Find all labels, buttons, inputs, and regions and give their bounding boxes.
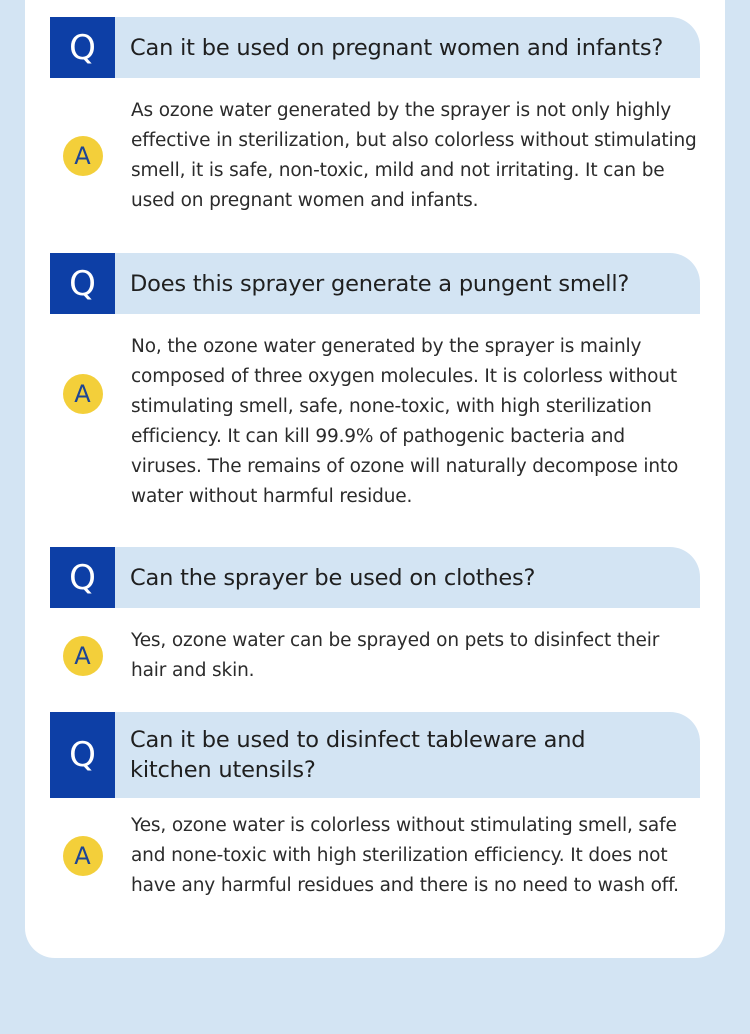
answer-row — [50, 626, 700, 686]
answer-row — [50, 96, 700, 216]
a-badge-wrapper — [50, 136, 115, 176]
faq-item — [50, 547, 700, 686]
question-text: Can it be used to disinfect tableware and kitchen utensils? — [115, 712, 700, 798]
q-badge-icon: Q — [50, 712, 115, 798]
answer-row — [50, 332, 700, 512]
faq-item — [50, 712, 700, 901]
a-badge-icon: A — [63, 374, 103, 414]
a-badge-icon: A — [63, 836, 103, 876]
question-text: Does this sprayer generate a pungent smell? — [115, 253, 700, 314]
answer-row — [50, 811, 700, 901]
question-row — [50, 547, 700, 608]
a-badge-wrapper — [50, 636, 115, 676]
question-text: Can the sprayer be used on clothes? — [115, 547, 700, 608]
answer-text: Yes, ozone water can be sprayed on pets to disinfect their hair and skin. — [131, 630, 660, 681]
faq-item — [50, 253, 700, 512]
question-row — [50, 17, 700, 78]
q-badge-icon: Q — [50, 17, 115, 78]
a-badge-wrapper — [50, 836, 115, 876]
question-row — [50, 712, 700, 798]
answer-text: No, the ozone water generated by the sprayer is mainly composed of three oxygen molecules. It is colorless without stimulating smell, safe, none-toxic, with high sterilization efficiency. It can kill 99.9% of pathogenic bacteria and viruses. The remains of ozone will naturally decompose into water without harmful residue. — [131, 336, 679, 507]
a-badge-icon: A — [63, 136, 103, 176]
question-row — [50, 253, 700, 314]
faq-item — [50, 17, 700, 216]
q-badge-icon: Q — [50, 547, 115, 608]
answer-text: Yes, ozone water is colorless without stimulating smell, safe and none-toxic with high sterilization efficiency. It does not have any harmful residues and there is no need to wash off. — [131, 815, 679, 896]
answer-text: As ozone water generated by the sprayer is not only highly effective in sterilization, but also colorless without stimulating smell, it is safe, non-toxic, mild and not irritating. It can be used on pregnant women and infants. — [131, 100, 697, 211]
q-badge-icon: Q — [50, 253, 115, 314]
a-badge-icon: A — [63, 636, 103, 676]
a-badge-wrapper — [50, 374, 115, 414]
question-text: Can it be used on pregnant women and infants? — [115, 17, 700, 78]
